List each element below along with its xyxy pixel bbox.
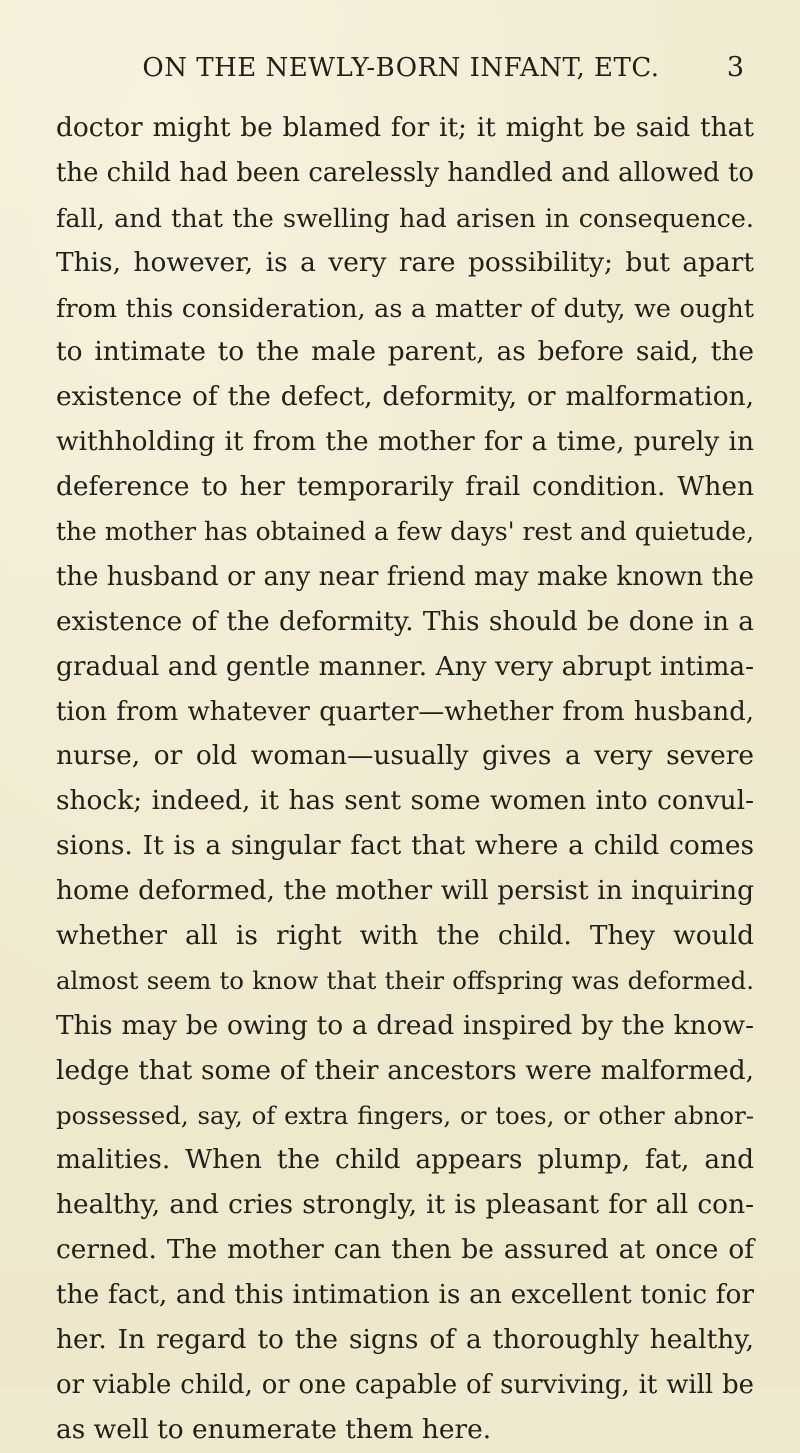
text-line: existence of the defect, deformity, or malformation, bbox=[56, 381, 754, 413]
text-line: withholding it from the mother for a time, purely in bbox=[56, 426, 754, 458]
text-line: whether all is right with the child. They would bbox=[56, 920, 754, 952]
text-line: deference to her temporarily frail condition. When bbox=[56, 471, 754, 503]
text-line: nurse, or old woman—usually gives a very severe bbox=[56, 740, 754, 772]
running-head bbox=[58, 48, 744, 88]
text-line: the fact, and this intimation is an excellent tonic for bbox=[56, 1279, 754, 1311]
text-line: home deformed, the mother will persist in inquiring bbox=[56, 875, 754, 907]
page-number: 3 bbox=[726, 52, 744, 83]
text-line: existence of the deformity. This should be done in a bbox=[56, 605, 754, 637]
text-line: the mother has obtained a few days' rest and quietude, bbox=[56, 517, 754, 547]
text-line: This, however, is a very rare possibility; but apart bbox=[56, 246, 754, 278]
text-line: cerned. The mother can then be assured at once of bbox=[56, 1234, 754, 1266]
text-line: shock; indeed, it has sent some women into convul- bbox=[56, 785, 754, 817]
text-line: or viable child, or one capable of surviving, it will be bbox=[56, 1369, 754, 1400]
text-line: ledge that some of their ancestors were malformed, bbox=[56, 1054, 754, 1086]
text-line: doctor might be blamed for it; it might be said that bbox=[56, 112, 754, 143]
text-line: gradual and gentle manner. Any very abrupt intima- bbox=[56, 650, 754, 682]
text-line: to intimate to the male parent, as before said, the bbox=[56, 336, 754, 368]
text-line: fall, and that the swelling had arisen in consequence. bbox=[56, 202, 754, 233]
text-line: the child had been carelessly handled and allowed to bbox=[56, 157, 754, 188]
text-line-last: as well to enumerate them here. bbox=[56, 1413, 492, 1445]
text-line: sions. It is a singular fact that where a child comes bbox=[56, 830, 754, 862]
text-line: malities. When the child appears plump, fat, and bbox=[56, 1144, 754, 1176]
text-line: tion from whatever quarter—whether from husband, bbox=[56, 696, 754, 727]
text-line: her. In regard to the signs of a thoroughly healthy, bbox=[56, 1324, 754, 1356]
text-line: the husband or any near friend may make known the bbox=[56, 561, 754, 592]
text-line: This may be owing to a dread inspired by the know- bbox=[56, 1009, 754, 1041]
body-paragraph bbox=[56, 106, 754, 1453]
text-line: possessed, say, of extra fingers, or toes, or other abnor- bbox=[56, 1100, 754, 1130]
text-line: almost seem to know that their offspring was deformed. bbox=[56, 965, 754, 995]
running-head-title: ON THE NEWLY-BORN INFANT, ETC. bbox=[142, 53, 660, 83]
text-line: healthy, and cries strongly, it is pleasant for all con- bbox=[56, 1189, 754, 1221]
text-line: from this consideration, as a matter of duty, we ought bbox=[56, 292, 754, 323]
